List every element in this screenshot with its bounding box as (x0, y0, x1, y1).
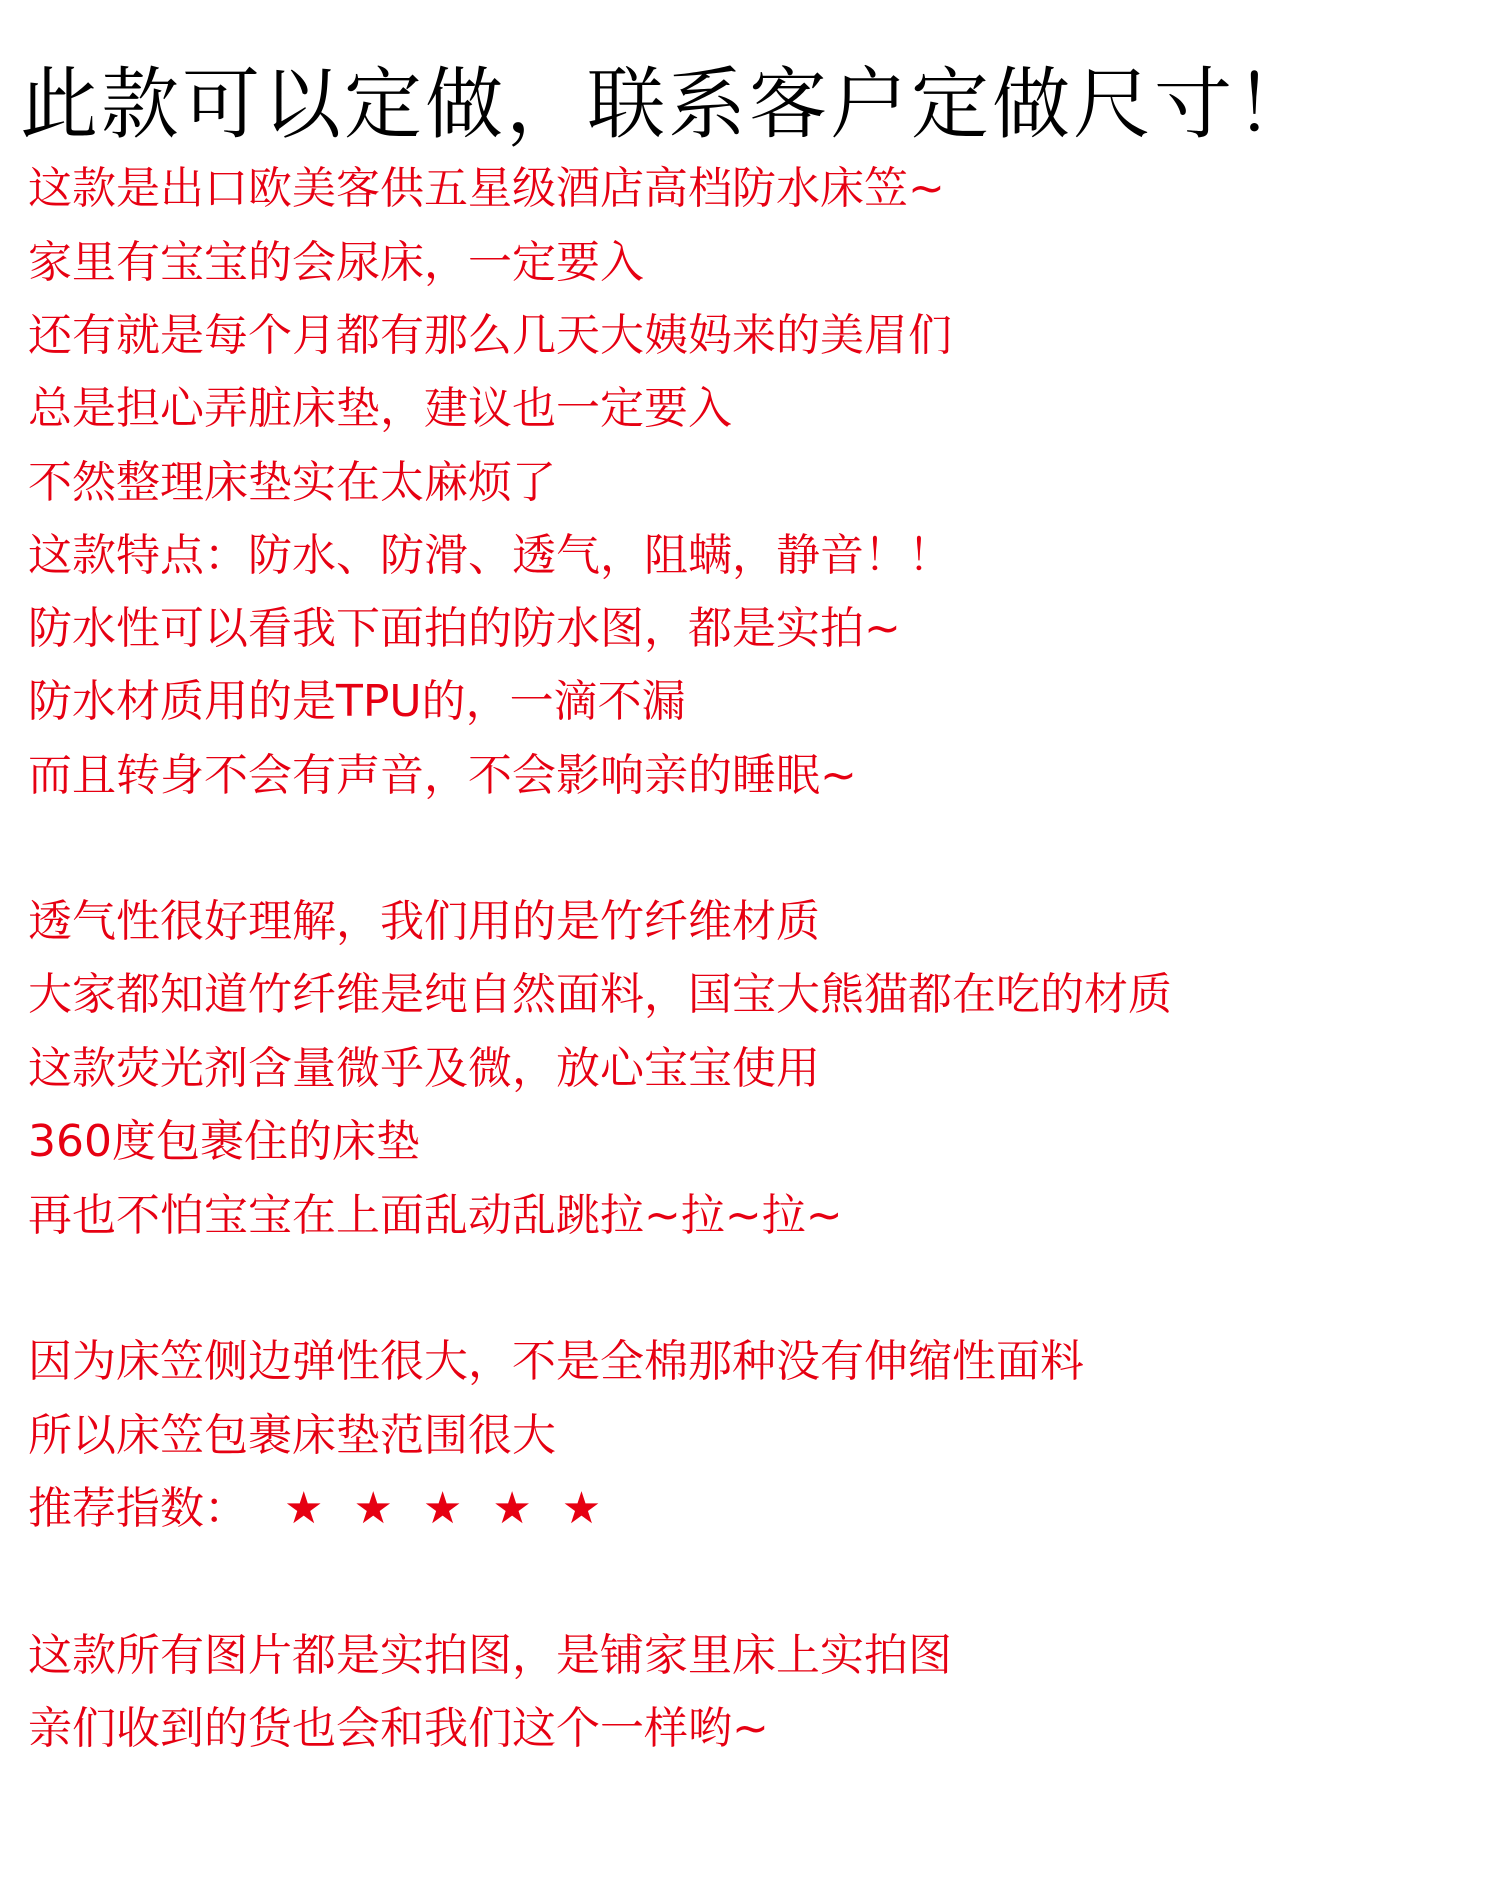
page-title: 此款可以定做，联系客户定做尺寸！ (20, 60, 1317, 150)
description-line: 还有就是每个月都有那么几天大姨妈来的美眉们 (28, 310, 952, 361)
description-line: 因为床笠侧边弹性很大，不是全棉那种没有伸缩性面料 (28, 1336, 1084, 1387)
description-line: 防水材质用的是TPU的，一滴不漏 (28, 676, 686, 727)
description-line: 这款所有图片都是实拍图，是铺家里床上实拍图 (28, 1630, 952, 1681)
description-line: 所以床笠包裹床垫范围很大 (28, 1410, 556, 1461)
description-line: 360度包裹住的床垫 (28, 1116, 420, 1167)
description-line: 而且转身不会有声音，不会影响亲的睡眠~ (28, 750, 857, 801)
description-line: 这款是出口欧美客供五星级酒店高档防水床笠~ (28, 163, 945, 214)
description-line: 不然整理床垫实在太麻烦了 (28, 457, 556, 508)
description-line: 大家都知道竹纤维是纯自然面料，国宝大熊猫都在吃的材质 (28, 969, 1172, 1020)
description-line: 总是担心弄脏床垫，建议也一定要入 (28, 383, 732, 434)
description-line: 家里有宝宝的会尿床，一定要入 (28, 237, 644, 288)
description-line: 防水性可以看我下面拍的防水图，都是实拍~ (28, 603, 901, 654)
recommendation-rating (28, 1481, 631, 1537)
star-rating-icon: ★★★★★ (284, 1483, 632, 1534)
description-line: 亲们收到的货也会和我们这个一样哟~ (28, 1703, 769, 1754)
rating-label: 推荐指数： (28, 1483, 248, 1534)
features-line: 这款特点：防水、防滑、透气，阻螨，静音！！ (28, 530, 952, 581)
description-line: 这款荧光剂含量微乎及微，放心宝宝使用 (28, 1043, 820, 1094)
description-line: 再也不怕宝宝在上面乱动乱跳拉~拉~拉~ (28, 1190, 843, 1241)
description-line: 透气性很好理解，我们用的是竹纤维材质 (28, 896, 820, 947)
